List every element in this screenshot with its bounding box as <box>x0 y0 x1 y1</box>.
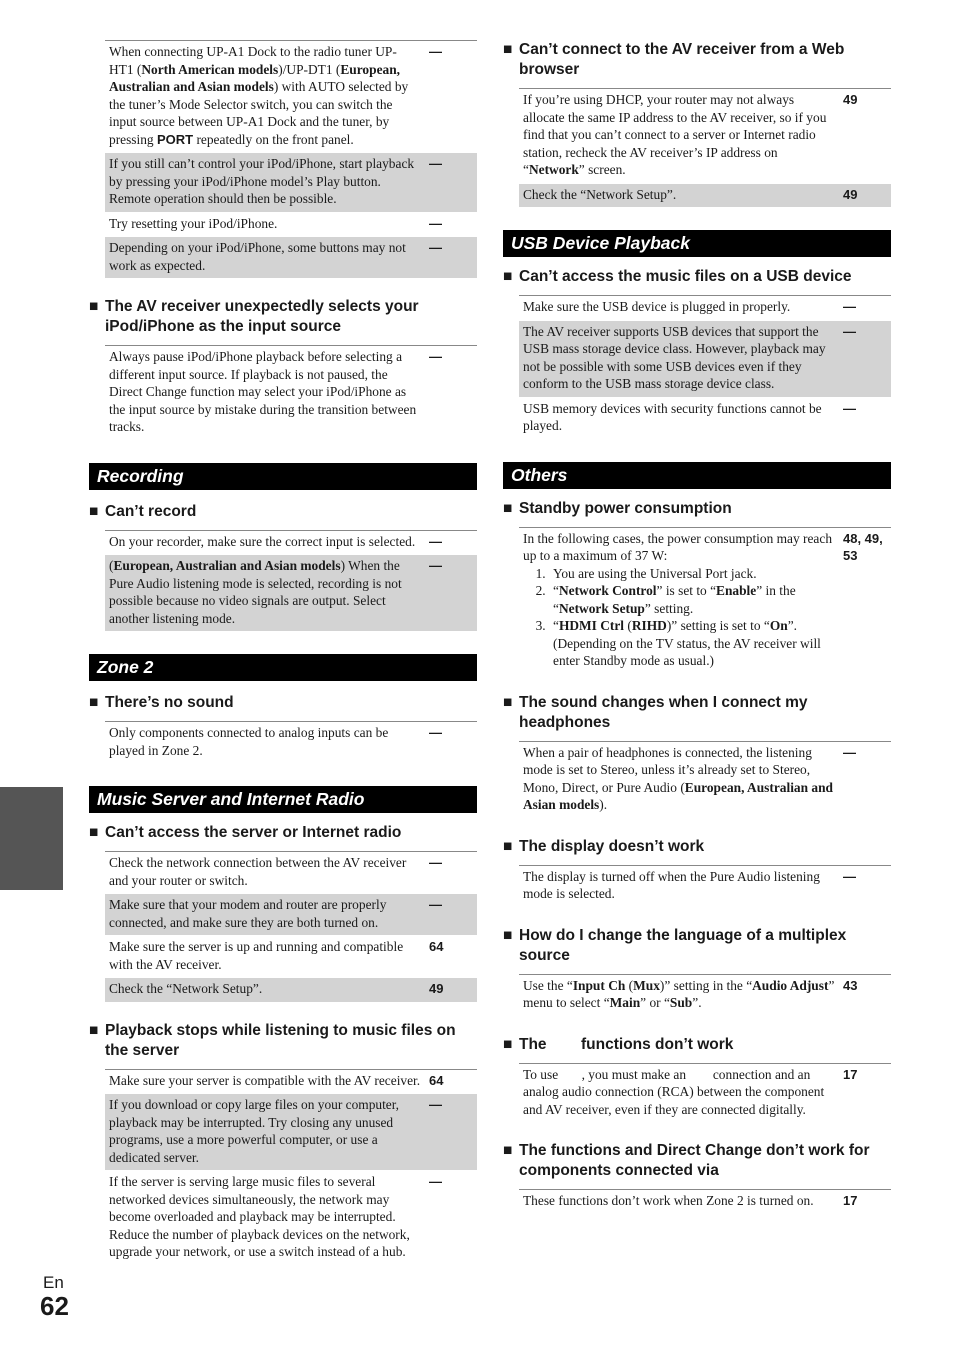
square-bullet-icon: ■ <box>503 499 513 517</box>
subsection-heading: ■ The AV receiver unexpectedly selects your iPod/iPhone as the input source <box>89 298 419 335</box>
table-row <box>105 213 477 238</box>
row-ref: — <box>429 349 442 364</box>
row-text: Only components connected to analog inputs can be played in Zone 2. <box>109 725 389 758</box>
row-text: On your recorder, make sure the correct input is selected. <box>109 533 416 549</box>
table-row <box>519 89 891 184</box>
list-item: 2. “Network Control” is set to “Enable” in the “Network Setup” setting. <box>549 582 835 617</box>
row-ref: 49 <box>843 186 858 202</box>
row-text: Check the network connection between the AV receiver and your router or switch. <box>109 855 407 888</box>
subsection-heading: ■ How do I change the language of a multiplex source <box>503 926 847 964</box>
display-table <box>519 865 891 908</box>
row-text: These functions don’t work when Zone 2 is turned on. <box>523 1193 814 1208</box>
square-bullet-icon: ■ <box>503 837 513 855</box>
section-title-zone2: Zone 2 <box>89 654 477 681</box>
subsection-heading: ■ The display doesn’t work <box>503 837 705 855</box>
row-text: To use , you must make an connection and an analog audio connection (RCA) between the component and AV receiver, even if they are connected digitally. <box>523 1066 828 1117</box>
row-text: (European, Australian and Asian models) When the Pure Audio listening mode is selected, recording is not possible because no video signals are output. Select another listening mode. <box>109 558 402 626</box>
row-ref: — <box>843 299 856 314</box>
square-bullet-icon: ■ <box>503 1142 513 1159</box>
subsection-heading: ■ Can’t record <box>89 502 197 520</box>
square-bullet-icon: ■ <box>89 694 99 711</box>
row-ref: — <box>843 744 856 760</box>
square-bullet-icon: ■ <box>503 41 513 58</box>
square-bullet-icon: ■ <box>89 502 99 520</box>
subsection-heading: ■ The sound changes when I connect my headphones <box>503 693 808 731</box>
right-column <box>503 40 891 1215</box>
row-ref: — <box>429 725 442 740</box>
zone2-table <box>105 721 477 764</box>
row-text: Make sure the server is up and running and compatible with the AV receiver. <box>109 939 404 972</box>
row-ref: — <box>843 323 856 339</box>
row-ref: 17 <box>843 1193 858 1208</box>
music-server-table <box>105 851 477 1003</box>
section-title-recording: Recording <box>89 463 477 490</box>
row-ref: — <box>429 156 442 171</box>
row-text: Check the “Network Setup”. <box>109 981 263 996</box>
functions-table <box>519 1063 891 1124</box>
table-row <box>105 555 477 632</box>
standby-intro: In the following cases, the power consumption may reach up to a maximum of 37 W: <box>523 530 833 563</box>
ipod-select-table <box>105 345 477 441</box>
multiplex-table <box>519 974 891 1017</box>
table-row <box>105 1171 477 1266</box>
recording-table <box>105 530 477 633</box>
table-row <box>519 1064 891 1124</box>
square-bullet-icon: ■ <box>89 1021 99 1039</box>
standby-table <box>519 527 891 675</box>
table-row <box>519 398 891 440</box>
page-language: En <box>43 1273 64 1292</box>
row-ref: — <box>429 44 442 59</box>
left-column <box>89 40 477 1266</box>
playback-stops-table <box>105 1069 477 1266</box>
section-title-usb: USB Device Playback <box>503 230 891 257</box>
standby-list <box>523 565 835 670</box>
row-ref: — <box>843 400 856 416</box>
row-ref: 49 <box>429 981 444 996</box>
section-title-others: Others <box>503 462 891 489</box>
table-row <box>519 528 891 675</box>
list-item: 1. You are using the Universal Port jack. <box>549 565 835 583</box>
row-text: When connecting UP-A1 Dock to the radio tuner UP-HT1 (North American models)/UP-DT1 (European, Australian and Asian models) with AUTO selected by the tuner’s Mode Selector switch, you can switch the input source between UP-A1 Dock and the tuner, by pressing PORT repeatedly on the front panel. <box>109 44 409 147</box>
table-row <box>519 866 891 908</box>
subsection-heading: ■ The functions and Direct Change don’t work for components connected via <box>503 1142 870 1179</box>
row-text: If you still can’t control your iPod/iPhone, start playback by pressing your iPod/iPhone model’s Play button. Remote operation should then be possible. <box>109 156 415 206</box>
row-text: Try resetting your iPod/iPhone. <box>109 215 278 231</box>
row-text: Make sure that your modem and router are properly connected, and make sure they are both turned on. <box>109 897 387 930</box>
row-ref: 64 <box>429 1072 444 1088</box>
table-row <box>105 1070 477 1095</box>
web-browser-table <box>519 88 891 208</box>
table-row <box>519 1190 891 1215</box>
chapter-side-tab <box>0 787 63 890</box>
row-ref: 64 <box>429 939 444 954</box>
row-ref: — <box>429 1174 442 1189</box>
table-row <box>519 321 891 398</box>
row-text: Make sure the USB device is plugged in properly. <box>523 299 791 314</box>
table-row <box>105 722 477 764</box>
row-ref: 49 <box>843 92 858 107</box>
table-row <box>105 852 477 894</box>
row-ref: — <box>843 868 856 884</box>
usb-table <box>519 295 891 440</box>
table-row <box>519 742 891 819</box>
subsection-heading: ■ Standby power consumption <box>503 499 732 517</box>
table-row <box>105 978 477 1003</box>
row-text: Make sure your server is compatible with the AV receiver. <box>109 1072 421 1088</box>
table-row <box>105 41 477 153</box>
table-row <box>105 237 477 279</box>
square-bullet-icon: ■ <box>89 824 99 841</box>
table-row <box>519 184 891 209</box>
row-text: The display is turned off when the Pure Audio listening mode is selected. <box>523 868 820 901</box>
subsection-heading: ■ There’s no sound <box>89 694 234 711</box>
row-text: The AV receiver supports USB devices that support the USB mass storage device class. However, playback may not be possible with some USB devices even if they conform to the USB mass storage device class. <box>523 323 826 391</box>
row-text: Always pause iPod/iPhone playback before selecting a different input source. If playback is not paused, the Direct Change function may select your iPod/iPhone as the input source by mistake during the transition between tracks. <box>109 349 417 434</box>
table-row <box>105 346 477 441</box>
square-bullet-icon: ■ <box>503 926 513 944</box>
subsection-heading: ■ Playback stops while listening to music files on the server <box>89 1021 456 1059</box>
row-text: Use the “Input Ch (Mux)” setting in the “Audio Adjust” menu to select “Main” or “Sub”. <box>523 977 835 1010</box>
section-title-music-server: Music Server and Internet Radio <box>89 786 477 813</box>
square-bullet-icon: ■ <box>503 268 513 285</box>
row-text: USB memory devices with security functions cannot be played. <box>523 400 822 433</box>
row-text: If you’re using DHCP, your router may not always allocate the same IP address to the AV receiver, so if you find that you can’t connect to a server or Internet radio station, recheck the AV receiver’s IP address on “Network” screen. <box>523 92 827 177</box>
row-ref: — <box>429 897 442 912</box>
row-text: If the server is serving large music files to several networked devices simultaneously, the network may become overloaded and playback may be interrupted. Reduce the number of playback devices on the network, upgrade your network, or use a switch instead of a hub. <box>109 1174 410 1259</box>
subsection-heading: ■ Can’t access the server or Internet radio <box>89 824 402 841</box>
row-ref: 48, 49, 53 <box>843 530 883 563</box>
table-row <box>105 1094 477 1171</box>
subsection-heading: ■ Can’t connect to the AV receiver from a Web browser <box>503 41 845 78</box>
row-text: Depending on your iPod/iPhone, some buttons may not work as expected. <box>109 240 406 273</box>
list-item: 3. “HDMI Ctrl (RIHD)” setting is set to “On”. (Depending on the TV status, the AV receiver will enter Standby mode as usual.) <box>549 617 835 670</box>
row-text: When a pair of headphones is connected, the listening mode is set to Stereo, unless it’s already set to Stereo, Mono, Direct, or Pure Audio (European, Australian and Asian models). <box>523 744 833 812</box>
table-row <box>105 894 477 936</box>
row-ref: — <box>429 215 442 231</box>
square-bullet-icon: ■ <box>503 1035 513 1053</box>
page-number: 62 <box>40 1291 69 1321</box>
row-text: Check the “Network Setup”. <box>523 186 677 202</box>
ipod-troubleshooting-table <box>105 40 477 279</box>
row-ref: — <box>429 533 442 549</box>
row-ref: 43 <box>843 977 858 993</box>
row-ref: — <box>429 1097 442 1112</box>
square-bullet-icon: ■ <box>89 298 99 315</box>
row-text: If you download or copy large files on your computer, playback may be interrupted. Try closing any unused programs, use a more powerful computer, or use a dedicated server. <box>109 1097 400 1165</box>
table-row <box>519 975 891 1017</box>
direct-change-table <box>519 1189 891 1215</box>
subsection-heading: ■ The functions don’t work <box>503 1035 734 1053</box>
table-row <box>519 296 891 321</box>
square-bullet-icon: ■ <box>503 693 513 711</box>
table-row <box>105 153 477 213</box>
headphones-table <box>519 741 891 819</box>
row-ref: — <box>429 240 442 255</box>
row-ref: — <box>429 558 442 573</box>
table-row <box>105 936 477 978</box>
subsection-heading: ■ Can’t access the music files on a USB device <box>503 268 852 285</box>
row-ref: 17 <box>843 1066 858 1082</box>
row-ref: — <box>429 855 442 870</box>
table-row <box>105 531 477 556</box>
row-text <box>523 530 843 670</box>
